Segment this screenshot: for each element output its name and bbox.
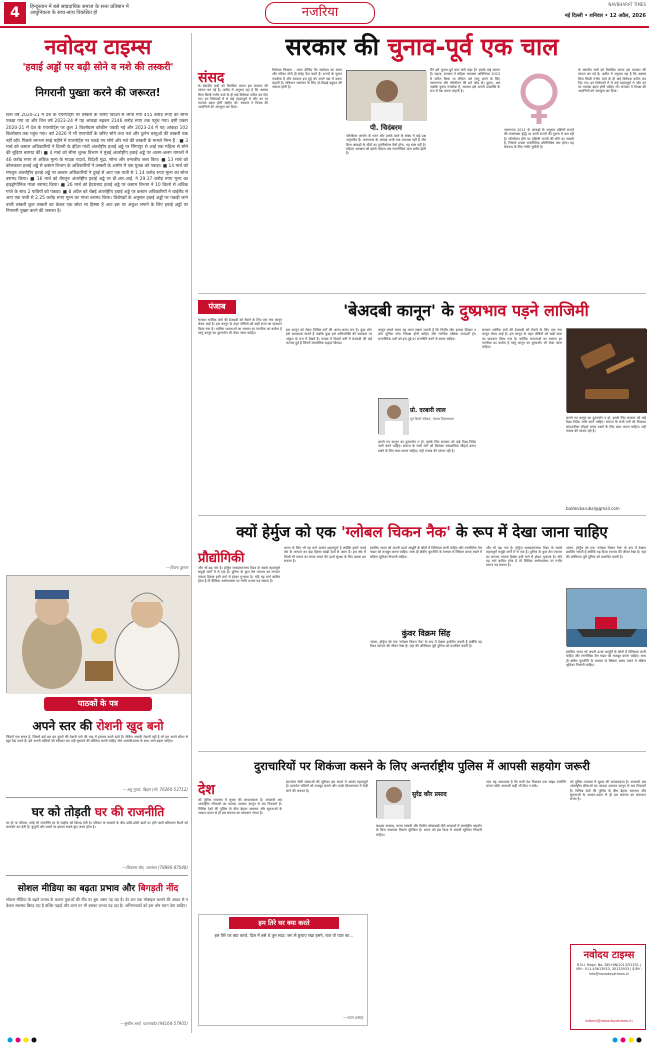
article3-author-name: कुंवर विक्रम सिंह bbox=[401, 629, 451, 638]
publication-name: NAVBHARAT TIMES bbox=[608, 2, 646, 7]
article4-col5: को पुलिस व्यवस्था में सुधार की आवश्यकता है। अपराधी अब अंतर्राष्ट्रीय सीमाओं का फायदा उठाकर कानून से बच निकलते हैं। विभिन्न देशों की पुलिस के बीच बेहतर समन्वय और सूचनाओं के आदान-प्रदान से ही इस समस्या का समाधान संभव है। bbox=[570, 780, 646, 802]
female-symbol-icon bbox=[504, 70, 574, 126]
editorial-headline-2: निगरानी पुख्ता करने की जरूरत! bbox=[35, 87, 161, 99]
page-header bbox=[0, 0, 649, 28]
article2-col4: सरकार धार्मिक ग्रंथों की बेअदबी को रोकने के लिए एक नया कानून लेकर आई है। इस कानून के तहत दोषियों को कड़ी सजा का प्रावधान किया गया है। धार्मिक भावनाओं का सम्मान हर नागरिक का कर्तव्य है परंतु कानून का दुरुपयोग भी रोका जाना चाहिए। bbox=[482, 328, 562, 350]
article2-col2: इस कानून को लेकर विभिन्न वर्गों की अलग-अलग राय है। कुछ लोग इसे आवश्यक मानते हैं जबकि कुछ इसे अभिव्यक्ति की स्वतंत्रता पर अंकुश के रूप में देखते हैं। पंजाब में पिछले वर्षों में बेअदबी की कई घटनाएं हुई हैं जिनसे सामाजिक सद्भाव बिगड़ा। bbox=[286, 328, 372, 345]
article3-headline-a: क्यों हेर्मुज को एक bbox=[236, 523, 336, 541]
main-col1: के संसदीय सत्रों को विलंबित करना इस सरकार की परंपरा बन गई है। अतीत में अनुभव रहा है कि अक्सर बिना किसी गंभीर चर्चा के ही कई विधेयक पारित कर दिए गए। इन विधेयकों में से कई महत्वपूर्ण थे और उन पर व्यापक बहस होनी चाहिए थी। सरकार ने विपक्ष की आपत्तियों को अनसुना कर दिया। bbox=[198, 84, 268, 110]
article2-headline-b: दुष्प्रभाव पड़ने लाजिमी bbox=[459, 301, 589, 320]
header-tagline bbox=[30, 4, 220, 16]
article2-author-photo bbox=[378, 398, 408, 434]
letter3-signature: —सुनील शर्मा, पठानकोट (94164-57905) bbox=[120, 1021, 188, 1026]
author-portrait-icon bbox=[377, 781, 411, 819]
author-portrait-icon bbox=[347, 71, 427, 121]
article2-headline bbox=[286, 300, 646, 322]
article3-col4: और भी बढ़ गया है। होर्मुज जलडमरूमध्य विश्व के सबसे महत्वपूर्ण समुद्री मार्गों में से एक है। दुनिया के कुल तेल व्यापार का लगभग पांचवां हिस्सा इसी मार्ग से होकर गुजरता है। यदि यह मार्ग बाधित होता है तो वैश्विक अर्थव्यवस्था पर गंभीर प्रभाव पड़ सकता है। bbox=[486, 546, 562, 568]
registration-dots-icon bbox=[8, 1038, 642, 1043]
cartoon-illustration-icon bbox=[7, 576, 191, 694]
main-article bbox=[198, 32, 646, 294]
article3-col5: अंततः, होर्मुज को एक 'ग्लोबल चिकन नैक' के रूप में देखना इसलिए जरूरी है क्योंकि यह विश्व व्यापार की जीवन रेखा है। यहां की अस्थिरता पूरी दुनिया को प्रभावित करती है। bbox=[566, 546, 646, 559]
imprint-email: letters@navodayatimes.in bbox=[585, 1019, 633, 1023]
article3-headline bbox=[198, 522, 646, 542]
article2-col1: सरकार धार्मिक ग्रंथों की बेअदबी को रोकने के लिए एक नया कानून लेकर आई है। इस कानून के तहत दोषियों को कड़ी सजा का प्रावधान किया गया है। धार्मिक भावनाओं का सम्मान हर नागरिक का कर्तव्य है परंतु कानून का दुरुपयोग भी रोका जाना चाहिए। bbox=[198, 318, 282, 335]
main-headline-a: सरकार की bbox=[285, 33, 379, 61]
letter2-title-b: घर की राजनीति bbox=[94, 805, 165, 819]
article-3 bbox=[198, 520, 646, 752]
article4-author-name: सुरेंद्र कौर प्रसाद bbox=[412, 791, 447, 798]
letter2-body: घर हो या परिवार, कोई भी राजनीति घर के माहौल को बिगाड़ देती है। परिवार के सदस्यों के बीच छोटी-छोटी बातों पर होने वाली खींचतान रिश्तों को कमजोर कर देती है। बुजुर्गों और बच्चों पर इसका सबसे बुरा असर होता है। bbox=[6, 821, 188, 830]
article3-col5b: इसलिए भारत को अपनी ऊर्जा आपूर्ति के स्रोतों में विविधता लानी चाहिए और रणनीतिक तेल भंडार को मजबूत करना चाहिए। साथ ही क्षेत्रीय कूटनीति के माध्यम से स्थिरता बनाए रखने में सक्रिय भूमिका निभानी चाहिए। bbox=[566, 650, 646, 667]
section-title: नजरिया bbox=[265, 2, 375, 24]
article-2 bbox=[198, 298, 646, 516]
article4-col1: को पुलिस व्यवस्था में सुधार की आवश्यकता है। अपराधी अब अंतर्राष्ट्रीय सीमाओं का फायदा उठाकर कानून से बच निकलते हैं। विभिन्न देशों की पुलिस के बीच बेहतर समन्वय और सूचनाओं के आदान-प्रदान से ही इस समस्या का समाधान संभव है। bbox=[198, 798, 282, 815]
article2-headline-a: 'बेअदबी कानून' के bbox=[343, 301, 454, 320]
ship-icon bbox=[567, 589, 647, 647]
main-col5: के संसदीय सत्रों को विलंबित करना इस सरकार की परंपरा बन गई है। अतीत में अनुभव रहा है कि अक्सर बिना किसी गंभीर चर्चा के ही कई विधेयक पारित कर दिए गए। इन विधेयकों में से कई महत्वपूर्ण थे और उन पर व्यापक बहस होनी चाहिए थी। सरकार ने विपक्ष की आपत्तियों को अनसुना कर दिया। bbox=[578, 68, 646, 94]
article2-col3b: बनाये गए कानून का दुरुपयोग न हो, इसके लिए सरकार को कड़े दिशा-निर्देश जारी करने चाहिएं। समाज के सभी वर्गों को मिलकर सांप्रदायिक सौहार्द बनाए रखने के लिए काम करना चाहिए। यही पंजाब की परंपरा रही है। bbox=[378, 440, 476, 453]
main-col2: विधेयक लिखना : ध्यान दीजिए कि संशोधन का समय और तरीका दोनों ही संदेह पैदा करते हैं। राज्यों के चुनाव नजदीक हैं और सरकार इस मुद्दे को अपने पक्ष में करना चाहती है। संविधान संशोधन के लिए दो-तिहाई बहुमत की जरूरत होती है। bbox=[272, 68, 342, 90]
imprint-box bbox=[570, 944, 646, 1030]
main-headline-b: चुनाव-पूर्व एक चाल bbox=[387, 33, 559, 61]
editorial-logo: नवोदय टाइम्स bbox=[44, 34, 152, 59]
poem-body: हम तिरे घर क्या करते, दिल में बसे थे तुम सदा। जग से छुपाए रखा हमने, राज़ वो प्यार का... bbox=[214, 933, 354, 938]
letter3-title bbox=[4, 881, 192, 894]
divider bbox=[6, 875, 188, 876]
letter2-title-a: घर को तोड़ती bbox=[31, 805, 91, 819]
letter1-title bbox=[4, 717, 192, 734]
letter3-body: सोशल मीडिया के बढ़ते प्रभाव के कारण युवाओं की नींद पर बुरा असर पड़ रहा है। देर रात तक मोबाइल चलाने की आदत से न केवल स्वास्थ्य बिगड़ रहा है बल्कि पढ़ाई और काम पर भी इसका प्रभाव पड़ रहा है। अभिभावकों को इस ओर ध्यान देना चाहिए। bbox=[6, 897, 188, 908]
letter1-body: जिंदगी एक सफर है, जिसमें कई बार हम दूसरों की रोशनी पाने की चाह में इंतजार करते रहते हैं। लेकिन असली रोशनी वही है जो हम अपने भीतर से खुद पैदा करते हैं। हमें अपनी कमियों को स्वीकार कर उन्हें सुधारने की कोशिश करनी चाहिए और आत्मविश्वास के साथ आगे बढ़ना चाहिए। bbox=[6, 735, 188, 744]
article3-col3b: अंततः, होर्मुज को एक 'ग्लोबल चिकन नैक' के रूप में देखना इसलिए जरूरी है क्योंकि यह विश्व व्यापार की जीवन रेखा है। यहां की अस्थिरता पूरी दुनिया को प्रभावित करती है। bbox=[370, 640, 482, 649]
ship-photo bbox=[566, 588, 646, 646]
article2-author-desc: पूर्व डिप्टी स्पीकर, पंजाब विधानसभा bbox=[410, 417, 455, 421]
letter3-title-a: सोशल मीडिया का बढ़ता प्रभाव और bbox=[17, 884, 136, 894]
article3-headline-c: के रूप में देखा जाना चाहिए bbox=[456, 523, 608, 541]
article3-col1: और भी बढ़ गया है। होर्मुज जलडमरूमध्य विश्व के सबसे महत्वपूर्ण समुद्री मार्गों में से एक है। दुनिया के कुल तेल व्यापार का लगभग पांचवां हिस्सा इसी मार्ग से होकर गुजरता है। यदि यह मार्ग बाधित होता है तो वैश्विक अर्थव्यवस्था पर गंभीर प्रभाव पड़ सकता है। bbox=[198, 566, 280, 583]
poem-header: हम तिरे घर क्या करते bbox=[229, 917, 339, 929]
article2-email: baldevbarubal@gmail.com bbox=[566, 506, 620, 511]
page-number: 4 bbox=[4, 2, 26, 24]
article4-headline: दुराचारियों पर शिकंजा कसने के लिए अन्तर्राष्ट्रीय पुलिस में आपसी सहयोग जरूरी bbox=[254, 759, 590, 773]
female-symbol-graphic bbox=[504, 70, 574, 126]
author-photo bbox=[346, 70, 426, 120]
article3-headline-b: 'ग्लोबल चिकन नैक' bbox=[341, 523, 451, 541]
article3-dropcap: प्रौद्योगिकी bbox=[198, 551, 245, 566]
tagline-line2: आधुनिकता के साथ-साथ विकसित हो bbox=[30, 10, 98, 16]
imprint-logo: नवोदय टाइम्स bbox=[583, 950, 635, 961]
article3-col3: इसलिए भारत को अपनी ऊर्जा आपूर्ति के स्रोतों में विविधता लानी चाहिए और रणनीतिक तेल भंडार को मजबूत करना चाहिए। साथ ही क्षेत्रीय कूटनीति के माध्यम से स्थिरता बनाए रखने में सक्रिय भूमिका निभानी चाहिए। bbox=[370, 546, 482, 559]
editorial-headline-1: 'हवाई अड्डों पर बढ़ी सोने व नशे की तस्करी' bbox=[22, 62, 174, 73]
tagline-line1: हिन्दुस्तान में बसे सांप्रदायिक समाज के सत्ता प्रतिष्ठान में bbox=[30, 4, 129, 10]
poem-signature: —पवन प्रसाद bbox=[342, 1015, 363, 1020]
article4-author-photo bbox=[376, 780, 410, 818]
letter1-signature: —अनु गुप्ता, बिहार (मो. 76260-53712) bbox=[122, 787, 188, 792]
left-column bbox=[4, 33, 192, 1033]
article4-col4: अतः यह आवश्यक है कि सभी देश मिलकर एक साझा रणनीति बनाएं ताकि अपराधी कहीं भी छिप न सकें। bbox=[486, 780, 566, 789]
issue-date: नई दिल्ली • शनिवार • 12 अप्रैल, 2026 bbox=[564, 13, 646, 19]
editorial-body: वित्त वर्ष 2020-21 में देश के एयरपोर्ट्स पर तस्करी के जरिए विदेशों से लाया गया 455 करोड़ रुपए का सोना पकड़ा गया था और वित्त वर्ष 2023-24 में यह आंकड़ा बढ़कर 2146 करोड़ रुपए तक पहुंच गया। इसी प्रकार 2020-21 में देश के एयरपोर्ट्स पर कुल 3 किलोग्राम कोकीन पकड़ी गई और 2023-24 में यह आंकड़ा 102 किलोग्राम तक पहुंच गया। वर्ष 2026 में भी एयरपोर्टों के जरिए सोने तथा नशे और दुर्लभ वस्तुओं की तस्करी रुक नहीं रही। पिछले लगभग साढ़े महीने में एयरपोर्ट्स पर पकड़े गए सोने और नशे की तस्करी के मामले निम्न हैं : ■ 3 मार्च को कस्टम अधिकारियों ने दिल्ली के इंदिरा गांधी अंतर्राष्ट्रीय हवाई अड्डे पर सिंगापुर से आई एक महिला से सोने की चूड़ियां बरामद कीं। ■ 4 मार्च को सीमा शुल्क विभाग ने मुंबई अंतर्राष्ट्रीय हवाई अड्डे पर अलग-अलग मामलों में 46 करोड़ रुपए से अधिक मूल्य के मादक पदार्थ, विदेशी मुद्रा, सोना और वन्यजीव जब्त किए। ■ 13 मार्च को कोलकाता हवाई अड्डे से कस्टम विभाग के अधिकारियों ने तस्करी के आरोप में एक युवक को पकड़ा। ■ 14 मार्च को मंगलुरु अंतर्राष्ट्रीय हवाई अड्डे पर कस्टम अधिकारियों ने दुबई से आए एक यात्री से 1.14 करोड़ रुपए मूल्य का सोना बरामद किया। ■ 16 मार्च को बेंगलुरु अंतर्राष्ट्रीय हवाई अड्डे पर डी.आर.आई. ने 29.37 करोड़ रुपए मूल्य का हाइड्रोपोनिक गांजा बरामद किया। ■ 26 मार्च को हैदराबाद हवाई अड्डे पर कस्टम विभाग ने 10 किलो से अधिक गांजे के साथ 2 यात्रियों को पकड़ा। ■ 8 अप्रैल को चेन्नई अंतर्राष्ट्रीय हवाई अड्डे पर कस्टम अधिकारियों ने थाईलैंड से आए एक यात्री से 2.25 करोड़ रुपए मूल्य का गांजा बरामद किया। विशेषज्ञों के अनुसार हवाई अड्डों पर पकड़ी जाने वाली तस्करी कुल तस्करी का केवल एक छोटा सा हिस्सा है अतः इस पर अंकुश लगाने के लिए हवाई अड्डों पर निगरानी पुख्ता करने की जरूरत है। bbox=[6, 113, 188, 215]
letters-header: पाठकों के पत्र bbox=[44, 697, 152, 711]
article3-col2: भारत के लिए भी यह मार्ग अत्यंत महत्वपूर्ण है क्योंकि हमारे कच्चे तेल के आयात का बड़ा हिस्सा खाड़ी देशों से आता है। इस क्षेत्र में किसी भी प्रकार का तनाव भारत की ऊर्जा सुरक्षा के लिए खतरा बन सकता है। bbox=[284, 546, 366, 563]
article2-author-name: प्रो. दरबारी लाल bbox=[410, 407, 446, 414]
editorial-cartoon bbox=[6, 575, 190, 693]
letter1-title-b: रोशनी खुद बनो bbox=[96, 719, 164, 733]
article2-col5: बनाये गए कानून का दुरुपयोग न हो, इसके लिए सरकार को कड़े दिशा-निर्देश जारी करने चाहिएं। समाज के सभी वर्गों को मिलकर सांप्रदायिक सौहार्द बनाए रखने के लिए काम करना चाहिए। यही पंजाब की परंपरा रही है। bbox=[566, 416, 646, 433]
article-4 bbox=[198, 756, 646, 1034]
main-col4b: जनगणना 2011 के आंकड़ों के अनुसार दक्षिणी राज्यों की जनसंख्या वृद्धि दर उत्तरी राज्यों की तुलना में कम रही है। परिसीमन होने पर दक्षिणी राज्यों की सीटें घट सकती हैं, जिससे उनका राजनीतिक प्रतिनिधित्व कम होगा। यह संघवाद के लिए गंभीर चुनौती है। bbox=[504, 128, 574, 150]
article4-dropcap: देश bbox=[198, 782, 215, 798]
print-registration-marks bbox=[0, 1037, 649, 1043]
article4-col2: इंटरपोल जैसी संस्थाओं की भूमिका इस संदर्भ में अत्यंत महत्वपूर्ण है। प्रत्यर्पण संधियों को मजबूत बनाने और उनके क्रियान्वयन में तेजी लाने की जरूरत है। bbox=[286, 780, 368, 793]
imprint-lines: R.N.I. Regd. No. DELHIN/2013/52331 | फोन : 011-43613933, 30133933 | ई-मेल : info@navodayatimes.in bbox=[576, 963, 642, 976]
article4-col3: साइबर अपराध, मानव तस्करी और वित्तीय धोखाधड़ी जैसे अपराधों में अंतर्राष्ट्रीय सहयोग के बिना सफलता मिलना मुश्किल है। भारत को इस दिशा में अग्रणी भूमिका निभानी चाहिए। bbox=[376, 824, 482, 837]
main-headline bbox=[198, 32, 646, 62]
gavel-photo bbox=[566, 328, 646, 412]
letter1-title-a: अपने स्तर की bbox=[32, 719, 93, 733]
article2-col3: कानून बनाते समय यह ध्यान रखना जरूरी है कि निर्दोष लोग इसका शिकार न बनें। पुलिस जांच निष्पक्ष होनी चाहिए और न्यायिक प्रक्रिया पारदर्शी हो। राजनीतिक दलों को इस मुद्दे पर राजनीति करने से बचना चाहिए। bbox=[378, 328, 476, 341]
main-dropcap: संसद bbox=[198, 70, 225, 86]
main-author-name: पी. चिदंबरम bbox=[370, 124, 402, 132]
main-col3: परिसीमन आयोग के गठन और उसके कार्य के संबंध में कई प्रश्न अनुत्तरित हैं। जनगणना के आंकड़े अभी तक उपलब्ध नहीं हैं और बिना आंकड़ों के सीटों का पुनर्निर्धारण कैसे होगा, यह स्पष्ट नहीं है। महिला आरक्षण को इससे जोड़ना एक राजनीतिक चाल प्रतीत होती है। bbox=[346, 134, 426, 156]
letter3-title-b: बिगड़ती नींद bbox=[138, 884, 179, 894]
letter2-title bbox=[4, 803, 192, 820]
author-portrait-icon bbox=[379, 399, 409, 435]
article2-kicker: पंजाब bbox=[198, 300, 236, 314]
letter2-signature: —शिवराम सेठ, जालंधर (78886-87048) bbox=[122, 865, 188, 870]
gavel-icon bbox=[567, 329, 647, 413]
main-col4: मैंने इसे चुनाव-पूर्व चाल क्यों कहा है? इसके कई कारण हैं। पहला, सरकार ने महिला आरक्षण अधिनियम 2023 में पारित किया था लेकिन उसे लागू करने के लिए जनगणना और परिसीमन की शर्त जोड़ दी। दूसरा, अब जबकि चुनाव नजदीक हैं, सरकार इसे अपनी उपलब्धि के रूप में पेश करना चाहती है। bbox=[430, 68, 500, 94]
editorial-signoff: —विजय कुमार bbox=[166, 565, 188, 570]
poem-box bbox=[198, 914, 368, 1026]
divider bbox=[6, 797, 188, 798]
